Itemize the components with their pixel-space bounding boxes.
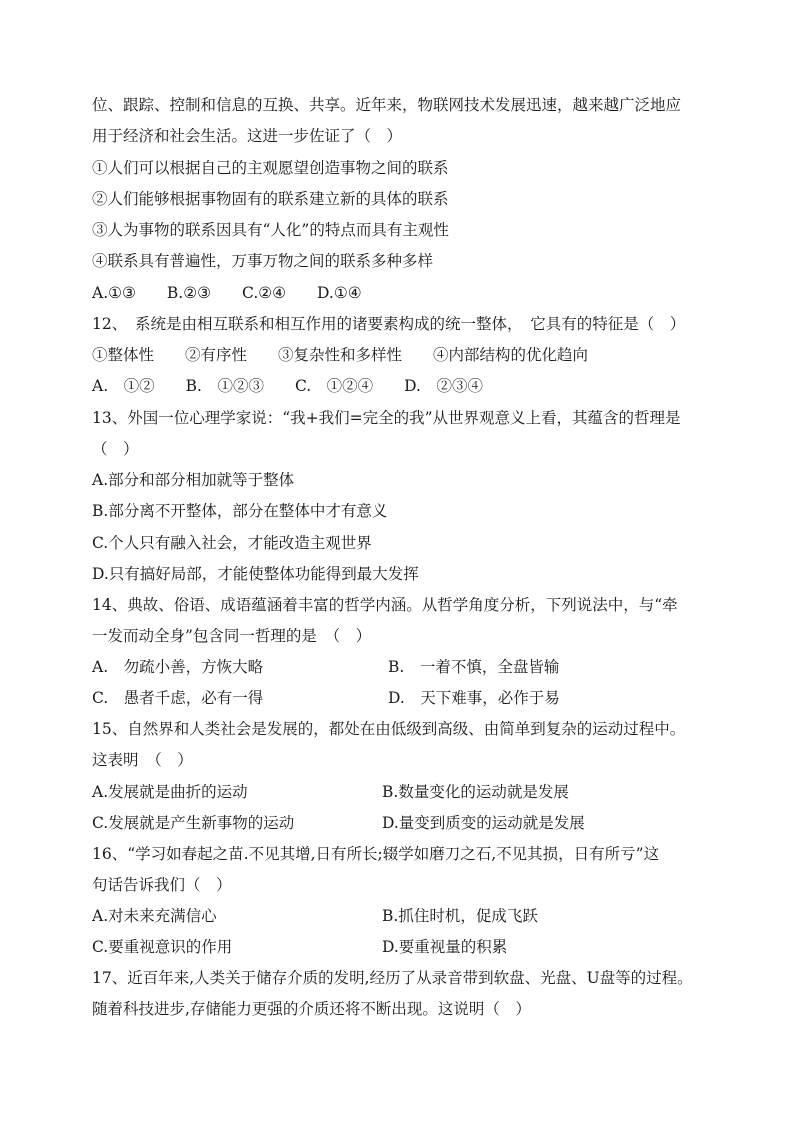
text-line: ①整体性 ②有序性 ③复杂性和多样性 ④内部结构的优化趋向 — [92, 346, 589, 364]
q17-stem: 17、近百年来,人类关于储存介质的发明,经历了从录音带到软盘、光盘、U盘等的过程。 — [92, 969, 693, 987]
q15-option-b: B.数量变化的运动就是发展 — [382, 783, 569, 801]
text-line: 随着科技进步,存储能力更强的介质还将不断出现。这说明（ ） — [92, 1000, 531, 1018]
text-line: ③人为事物的联系因具有“人化”的特点而具有主观性 — [92, 221, 449, 239]
q14-option-d: D. 天下难事，必作于易 — [388, 689, 560, 707]
q16-option-a: A.对未来充满信心 — [92, 907, 217, 925]
text-line: （ ） — [92, 440, 139, 458]
q12-options: A. ①② B. ①②③ C. ①②④ D. ②③④ — [92, 377, 483, 395]
q14-option-c: C. 愚者千虑，必有一得 — [92, 689, 264, 707]
text-line: ④联系具有普遍性，万事万物之间的联系多种多样 — [92, 252, 434, 270]
q13-option-d: D.只有搞好局部，才能使整体功能得到最大发挥 — [92, 565, 419, 583]
q14-option-a: A. 勿疏小善，方恢大略 — [92, 658, 264, 676]
text-line: 句话告诉我们（ ） — [92, 876, 232, 894]
q14-option-b: B. 一着不慎，全盘皆输 — [388, 658, 560, 676]
text-line: 位、跟踪、控制和信息的互换、共享。近年来，物联网技术发展迅速，越来越广泛地应 — [92, 96, 682, 114]
text-line: 一发而动全身”包含同一哲理的是 （ ） — [92, 627, 372, 645]
q15-stem: 15、自然界和人类社会是发展的，都处在由低级到高级、由简单到复杂的运动过程中。 — [92, 720, 686, 738]
q13-option-a: A.部分和部分相加就等于整体 — [92, 471, 295, 489]
q16-stem: 16、“学习如春起之苗.不见其增,日有所长;辍学如磨刀之石,不见其损，日有所亏”这 — [92, 845, 660, 863]
q12-stem: 12、 系统是由相互联系和相互作用的诸要素构成的统一整体， 它具有的特征是（ ） — [92, 315, 686, 333]
q14-stem: 14、典故、俗语、成语蕴涵着丰富的哲学内涵。从哲学角度分析，下列说法中，与“牵 — [92, 596, 678, 614]
text-line: 这表明 （ ） — [92, 751, 193, 769]
q16-option-b: B.抓住时机，促成飞跃 — [382, 907, 538, 925]
text-line: ②人们能够根据事物固有的联系建立新的具体的联系 — [92, 190, 449, 208]
q13-stem: 13、外国一位心理学家说：“我+我们=完全的我”从世界观意义上看，其蕴含的哲理是 — [92, 409, 681, 427]
text-line: 用于经济和社会生活。这进一步佐证了（ ） — [92, 127, 403, 145]
q13-option-b: B.部分离不开整体，部分在整体中才有意义 — [92, 502, 388, 520]
text-line: ①人们可以根据自己的主观愿望创造事物之间的联系 — [92, 159, 449, 177]
q15-option-a: A.发展就是曲折的运动 — [92, 783, 248, 801]
q11-options: A.①③ B.②③ C.②④ D.①④ — [92, 284, 362, 302]
q16-option-d: D.要重视量的积累 — [382, 938, 508, 956]
q13-option-c: C.个人只有融入社会，才能改造主观世界 — [92, 534, 372, 552]
q15-option-d: D.量变到质变的运动就是发展 — [382, 814, 585, 832]
q15-option-c: C.发展就是产生新事物的运动 — [92, 814, 295, 832]
q16-option-c: C.要重视意识的作用 — [92, 938, 233, 956]
